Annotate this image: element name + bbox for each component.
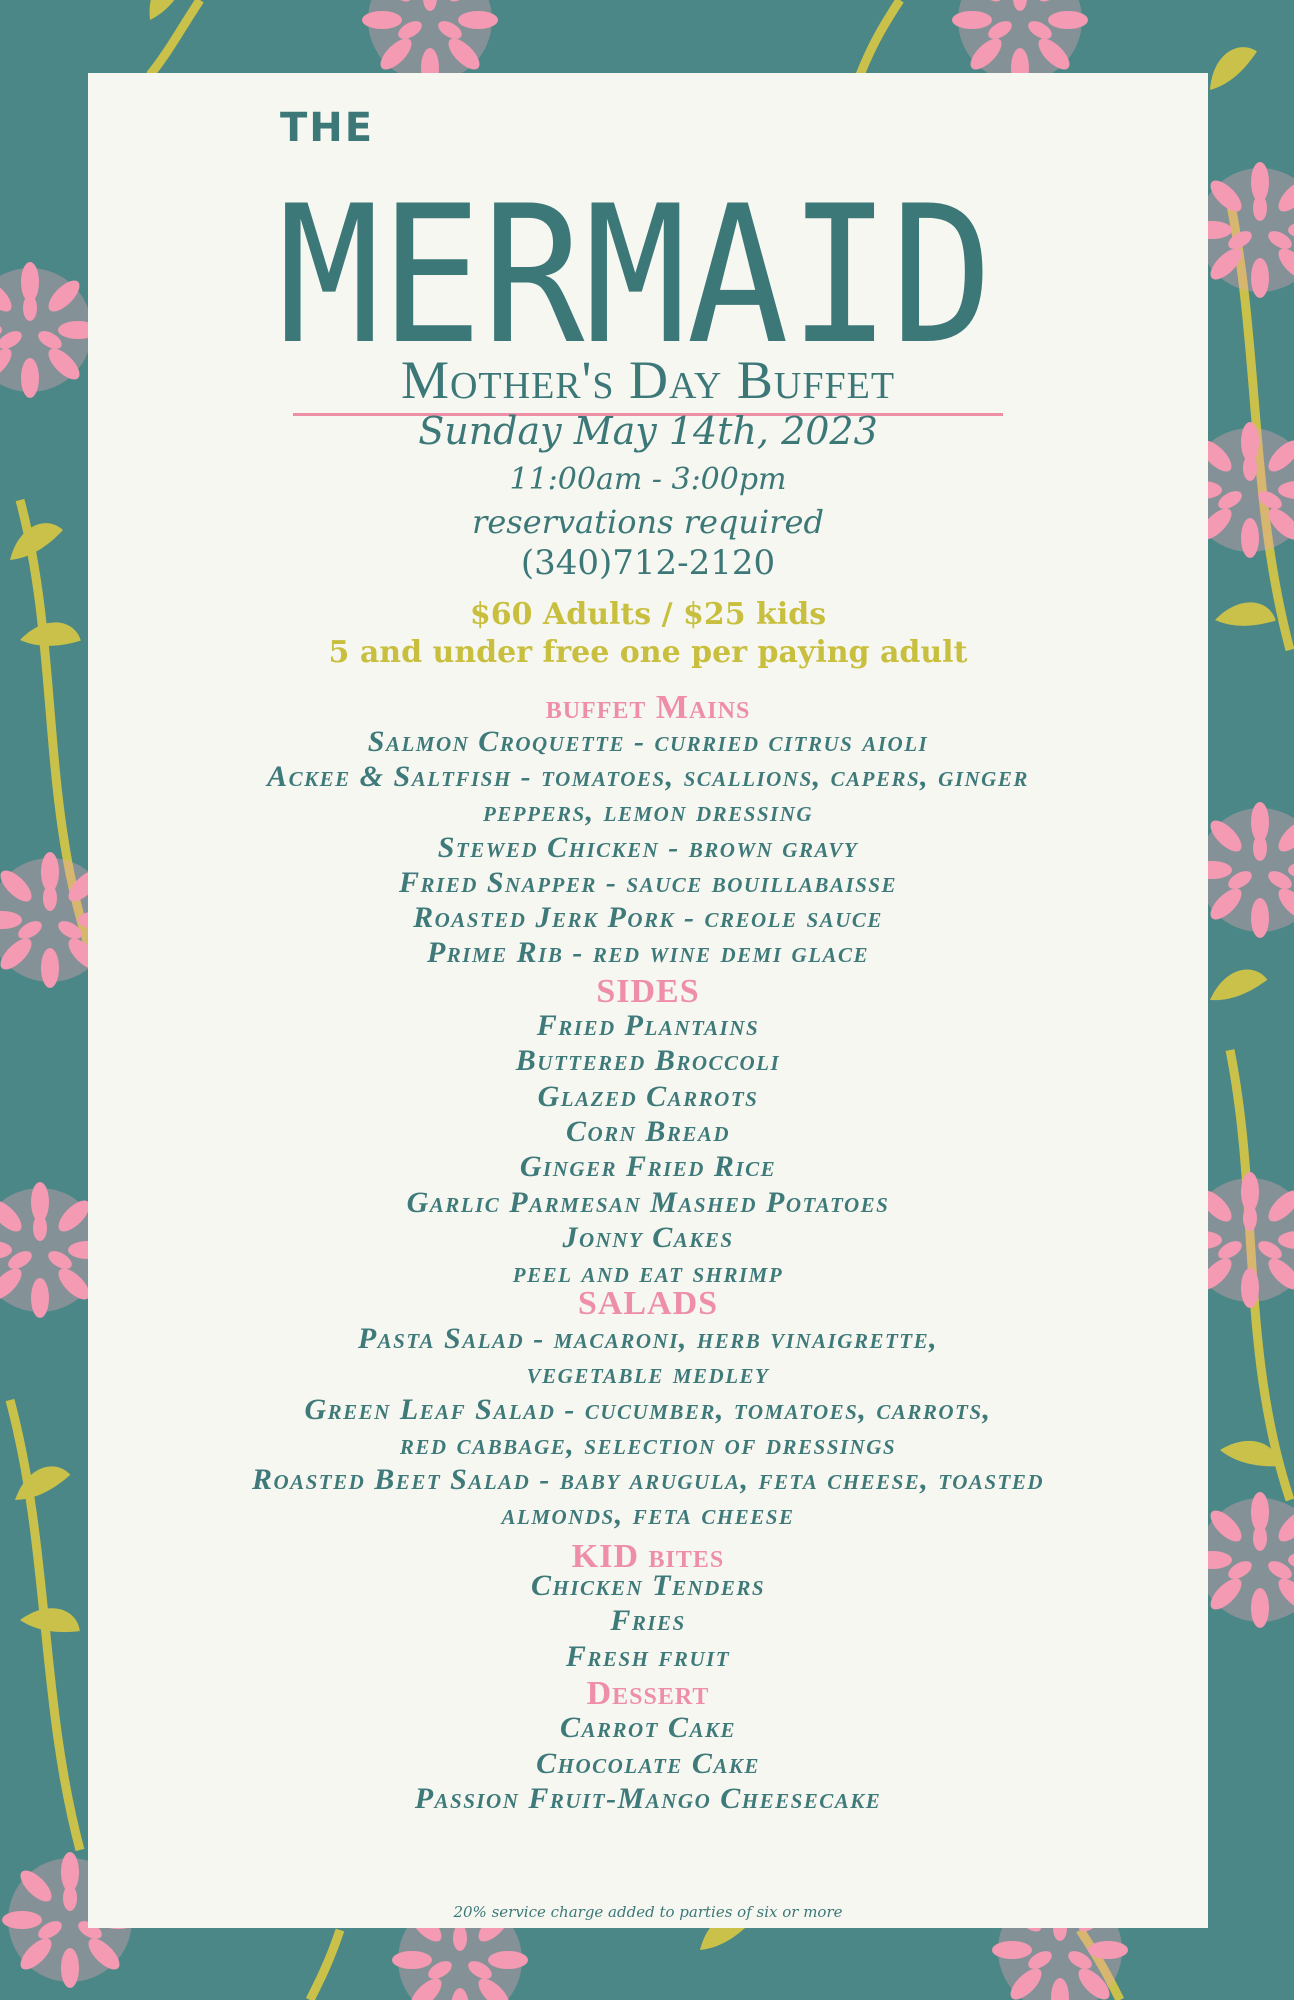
menu-item: Buttered Broccoli	[515, 1044, 781, 1077]
event-title: Mother's Day Buffet	[400, 350, 896, 410]
sides-heading: SIDES	[596, 973, 700, 1010]
menu-item: Garlic Parmesan Mashed Potatoes	[406, 1186, 890, 1219]
reservation-note: reservations required	[472, 503, 824, 541]
menu-item: Green Leaf Salad - cucumber, tomatoes, carrots,	[304, 1393, 992, 1426]
menu-item: Stewed Chicken - brown gravy	[437, 831, 859, 864]
brand-the: THE	[280, 105, 375, 151]
event-date: Sunday May 14th, 2023	[418, 409, 878, 453]
menu-item: vegetable medley	[526, 1357, 770, 1390]
menu-item: Carrot Cake	[559, 1711, 737, 1744]
menu-item: Corn Bread	[565, 1115, 731, 1148]
menu-card	[88, 73, 1208, 1928]
pricing-line-1: $60 Adults / $25 kids	[469, 597, 827, 632]
brand-name-logo	[278, 153, 998, 353]
menu-item: Ginger Fried Rice	[519, 1150, 777, 1183]
brand-name: MERMAID	[278, 165, 993, 353]
menu-item: peel and eat shrimp	[512, 1256, 784, 1289]
menu-item: Salmon Croquette - curried citrus aioli	[367, 725, 929, 758]
menu-item: Prime Rib - red wine demi glace	[426, 936, 870, 969]
phone-number[interactable]: (340)712-2120	[520, 543, 776, 583]
menu-item: Fried Plantains	[536, 1009, 760, 1042]
menu-item: Fries	[610, 1604, 686, 1637]
menu-item: Fried Snapper - sauce bouillabaisse	[399, 866, 897, 899]
event-hours: 11:00am - 3:00pm	[509, 462, 787, 497]
menu-item: Passion Fruit-Mango Cheesecake	[414, 1782, 882, 1815]
menu-item: Pasta Salad - macaroni, herb vinaigrette,	[357, 1322, 939, 1355]
kids-heading: KID bites	[571, 1538, 725, 1575]
dessert-heading: Dessert	[586, 1675, 710, 1712]
pricing-line-2: 5 and under free one per paying adult	[328, 635, 968, 670]
menu-item: Roasted Beet Salad - baby arugula, feta cheese, toasted	[251, 1463, 1045, 1496]
menu-item: Glazed Carrots	[537, 1080, 759, 1113]
salads-heading: SALADS	[577, 1285, 719, 1322]
menu-item: Jonny Cakes	[562, 1221, 734, 1254]
menu-item: almonds, feta cheese	[501, 1498, 795, 1531]
menu-item: Chicken Tenders	[530, 1569, 766, 1602]
menu-item: Ackee & Saltfish - tomatoes, scallions, capers, ginger	[267, 760, 1029, 793]
mains-heading: buffet Mains	[545, 689, 751, 726]
menu-item: Fresh fruit	[565, 1640, 731, 1673]
menu-item: Roasted Jerk Pork - creole sauce	[413, 901, 883, 934]
menu-item: red cabbage, selection of dressings	[399, 1428, 897, 1461]
menu-item: Chocolate Cake	[536, 1747, 760, 1780]
menu-item: peppers, lemon dressing	[482, 795, 814, 828]
service-charge-note: 20% service charge added to parties of six or more	[453, 1903, 843, 1921]
